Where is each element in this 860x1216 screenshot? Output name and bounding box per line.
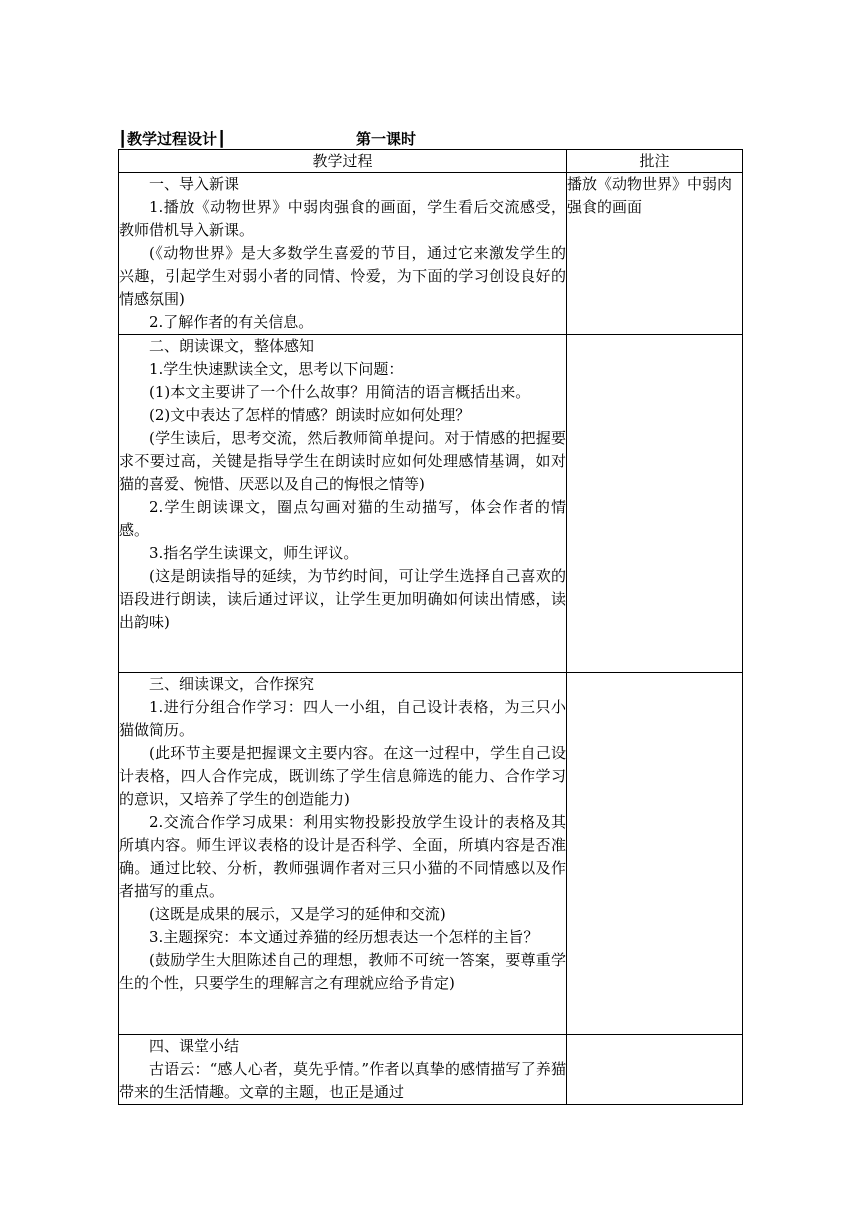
process-cell xyxy=(119,1035,567,1105)
paragraph: (此环节主要是把握课文主要内容。在这一过程中，学生自己设计表格，四人合作完成，既训练了学生信息筛选的能力、合作学习的意识，又培养了学生的创造能力) xyxy=(119,744,566,808)
paragraph: (这既是成果的展示，又是学习的延伸和交流) xyxy=(149,905,446,923)
paragraph: (学生读后，思考交流，然后教师简单提问。对于情感的把握要求不要过高，关键是指导学生在朗读时应如何处理感情基调，如对猫的喜爱、惋惜、厌恶以及自己的悔恨之情等) xyxy=(119,429,566,493)
paragraph: 1.播放《动物世界》中弱肉强食的画面，学生看后交流感受，教师借机导入新课。 xyxy=(119,198,566,239)
paragraph: (2)文中表达了怎样的情感？朗读时应如何处理？ xyxy=(149,406,471,424)
paragraph: 1.进行分组合作学习：四人一小组，自己设计表格，为三只小猫做简历。 xyxy=(119,698,566,739)
paragraph: 2.了解作者的有关信息。 xyxy=(149,313,314,331)
column-header-process: 教学过程 xyxy=(119,150,567,173)
paragraph: 3.指名学生读课文，师生评议。 xyxy=(149,544,359,562)
section-heading: 二、朗读课文，整体感知 xyxy=(149,337,315,355)
paragraph: 1.学生快速默读全文，思考以下问题： xyxy=(149,360,404,378)
process-cell xyxy=(119,673,567,1035)
note-cell xyxy=(567,1035,743,1105)
section-heading: 三、细读课文，合作探究 xyxy=(149,675,315,693)
paragraph: (1)本文主要讲了一个什么故事？用简洁的语言概括出来。 xyxy=(149,383,531,401)
note-cell xyxy=(567,673,743,1035)
note-text: 播放《动物世界》中弱肉强食的画面 xyxy=(567,175,733,216)
paragraph: (鼓励学生大胆陈述自己的理想，教师不可统一答案，要尊重学生的个性，只要学生的理解言之有理就应给予肯定) xyxy=(119,951,566,992)
paragraph: 3.主题探究：本文通过养猫的经历想表达一个怎样的主旨？ xyxy=(149,928,539,946)
process-cell xyxy=(119,335,567,673)
paragraph: (这是朗读指导的延续，为节约时间，可让学生选择自己喜欢的语段进行朗读，读后通过评议，让学生更加明确如何读出情感，读出韵味) xyxy=(119,567,566,631)
table-header-row xyxy=(119,150,743,173)
teaching-process-table xyxy=(118,149,743,1105)
paragraph: (《动物世界》是大多数学生喜爱的节目，通过它来激发学生的兴趣，引起学生对弱小者的同情、怜爱，为下面的学习创设良好的情感氛围) xyxy=(119,244,566,308)
table-row xyxy=(119,1035,743,1105)
paragraph: 古语云：“感人心者，莫先乎情。”作者以真挚的感情描写了养猫带来的生活情趣。文章的主题，也正是通过 xyxy=(119,1060,566,1101)
note-cell xyxy=(567,173,743,335)
column-header-note: 批注 xyxy=(567,150,743,173)
table-row xyxy=(119,173,743,335)
page-header xyxy=(118,128,742,150)
section-heading: 四、课堂小结 xyxy=(149,1037,240,1055)
section-heading: 一、导入新课 xyxy=(149,175,240,193)
lesson-label: 第一课时 xyxy=(356,130,417,148)
process-cell xyxy=(119,173,567,335)
note-cell xyxy=(567,335,743,673)
section-title: ┃教学过程设计┃ xyxy=(118,130,227,148)
table-row xyxy=(119,335,743,673)
paragraph: 2.学生朗读课文，圈点勾画对猫的生动描写，体会作者的情感。 xyxy=(119,498,566,539)
table-row xyxy=(119,673,743,1035)
paragraph: 2.交流合作学习成果：利用实物投影投放学生设计的表格及其所填内容。师生评议表格的设计是否科学、全面，所填内容是否准确。通过比较、分析，教师强调作者对三只小猫的不同情感以及作者描写的重点。 xyxy=(119,813,566,900)
